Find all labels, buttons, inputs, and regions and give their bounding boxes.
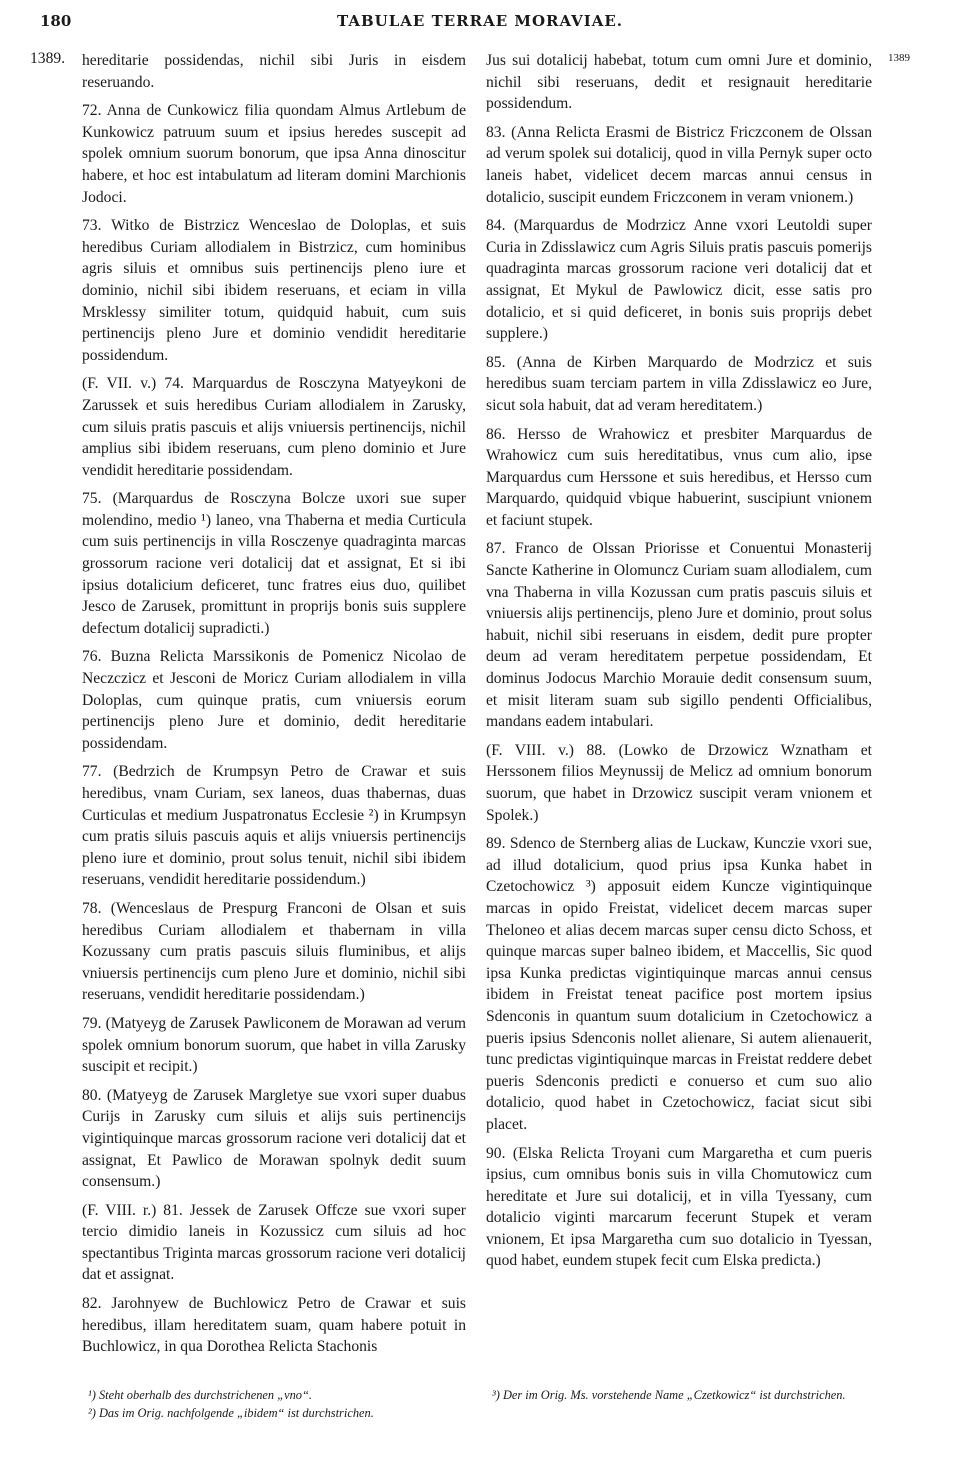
- paragraph: 89. Sdenco de Sternberg alias de Luckaw, Kunczie vxori sue, ad illud dotalicium, quod prius ipsa Kunka habet in Czetochowicz ³) apposuit eidem Kuncze vigintiquinque marcas in opido Freistat, videlicet decem marcas super Theloneo et alias decem marcas super censu dicto Schoss, et quinque marcas super balneo ibidem, et Maccellis, Sic quod ipsa Kunka predictas vigintiquinque marcas annui census ibidem in Freistat teneat pacifice post mortem ipsius Sdenconis in quantum suum dotalicium in Czetochowicz a pueris ipsius Sdenconis nollet alienare, Si autem alienauerit, tunc predictas vigintiquinque marcas in Freistat reddere debet pueris Sdenconis predicti e conuerso et cum suo alio dotalicio, quod habet in Czetochowicz, faciat sicut sibi placet.: [486, 835, 872, 1133]
- paragraph: 76. Buzna Relicta Marssikonis de Pomenicz Nicolao de Neczczicz et Jesconi de Moricz Curiam allodialem in villa Doloplas, cum quinque pratis, cum vniuersis eorum pertinencijs pleno Jure et dominio, dedit hereditarie possidendam.: [82, 648, 466, 752]
- footnotes-left: [88, 1386, 468, 1422]
- footnotes-right: [492, 1386, 882, 1404]
- paragraph: 82. Jarohnyew de Buchlowicz Petro de Crawar et suis heredibus, illam hereditatem suam, quam habere potuit in Buchlowicz, in qua Dorothea Relicta Stachonis: [82, 1295, 466, 1356]
- paragraph: hereditarie possidendas, nichil sibi Juris in eisdem reseruando.: [82, 52, 466, 91]
- running-title: TABULAE TERRAE MORAVIAE.: [336, 12, 624, 30]
- margin-year-left: 1389.: [30, 50, 66, 67]
- right-column: [486, 50, 872, 1279]
- page-number: 180: [40, 12, 72, 30]
- paragraph: 78. (Wenceslaus de Prespurg Franconi de Olsan et suis heredibus Curiam allodialem et thabernam in villa Kozussany cum pratis pascuis siluis fluminibus, et alijs vniuersis pertinencijs cum pleno Jure et dominio, nichil sibi reseruans, vendidit hereditarie possidendam.): [82, 899, 466, 1004]
- left-column: [82, 50, 466, 1365]
- paragraph: 72. Anna de Cunkowicz filia quondam Almus Artlebum de Kunkowicz patruum suum et ipsius heredes suscepit ad spolek omnium suorum bonorum, que ipsa Anna dinoscitur habere, et hoc est intabulatum ad literam domini Marchionis Jodoci.: [82, 102, 466, 206]
- page-header: [40, 12, 920, 36]
- paragraph: 83. (Anna Relicta Erasmi de Bistricz Friczconem de Olssan ad verum spolek sui dotalicij, quod in villa Pernyk super octo laneis habet, videlicet decem marcas annui census in dotalicio, suscipit eundem Friczconem in veram vnionem.): [486, 123, 872, 206]
- paragraph: 90. (Elska Relicta Troyani cum Margaretha et cum pueris ipsius, cum omnibus bonis suis in villa Chomutowicz cum hereditate et Jure sui dotalicij, et in villa Tyessany, cum dotalicio viginti marcarum fecerunt Stupek et veram vnionem, Et ipsa Margaretha cum suo dotalicio in Tyessan, quod habet, eundem stupek fecit cum Elska predicta.): [486, 1144, 872, 1270]
- paragraph: 77. (Bedrzich de Krumpsyn Petro de Crawar et suis heredibus, vnam Curiam, sex laneos, duas thabernas, duas Curticulas et medium Juspatronatus Ecclesie ²) in Krumpsyn cum pratis siluis pascuis aquis et alijs vniuersis pertinencijs pleno iure et dominio, prout solus tenuit, nichil sibi ibidem reseruans, vendidit hereditarie possidendum.): [82, 763, 466, 889]
- paragraph: 73. Witko de Bistrzicz Wenceslao de Doloplas, et suis heredibus Curiam allodialem in Bistrzicz, cum hominibus agris siluis et omnibus suis pertinencijs pleno iure et dominio, nichil sibi ibidem reseruans, et eciam in villa Mrsklessy similiter totum, quidquid habuit, cum suis pertinencijs pleno Jure et dominio vendidit hereditarie possidendum.: [82, 217, 466, 364]
- paragraph: (F. VIII. v.) 88. (Lowko de Drzowicz Wznatham et Herssonem filios Meynussij de Melicz ad omnium bonorum suorum, que habet in Drzowicz suscipit veram vnionem et Spolek.): [486, 741, 872, 824]
- paragraph: 84. (Marquardus de Modrzicz Anne vxori Leutoldi super Curia in Zdisslawicz cum Agris Siluis pratis pascuis pomerijs quadraginta marcas grossorum racione veri dotalicij dat et assignat, Et Mykul de Pawlowicz dicit, esse satis pro dotalicio, et si quid deficeret, in bonis suis proprijs debet supplere.): [486, 217, 872, 343]
- paragraph: Jus sui dotalicij habebat, totum cum omni Jure et dominio, nichil sibi reseruans, dedit et resignauit hereditarie possidendum.: [486, 52, 872, 113]
- paragraph: 87. Franco de Olssan Priorisse et Conuentui Monasterij Sancte Katherine in Olomuncz Curiam suam allodialem, cum vna Thaberna in villa Kozussan cum pratis pascuis siluis et vniuersis alijs pertinencijs, pleno Jure et dominio, prout solus habuit, nichil sibi reseruans in eisdem, dedit pure propter deum ad veram hereditatem perpetue possidendam, Et dominus Jodocus Marchio Morauie dedit consensum suum, et misit literam suam sub sigillo pendenti Officialibus, mandans eadem intabulari.: [486, 540, 872, 731]
- footnote: ¹) Steht oberhalb des durchstrichenen „vno“.: [88, 1388, 312, 1402]
- paragraph: 80. (Matyeyg de Zarusek Margletye sue vxori super duabus Curijs in Zarusky cum siluis et alijs suis pertinencijs vigintiquinque marcas grossorum racione veri dotalicij dat et assignat, Et Pawlico de Morawan spolnyk dedit suum consensum.): [82, 1086, 466, 1191]
- paragraph: 85. (Anna de Kirben Marquardo de Modrzicz et suis heredibus suam terciam partem in villa Zdisslawicz eo Jure, sicut sola habuit, dat ad veram hereditatem.): [486, 353, 872, 414]
- paragraph: 75. (Marquardus de Rosczyna Bolcze uxori sue super molendino, medio ¹) laneo, vna Thaberna et media Curticula cum suis pertinencijs in villa Rosczenye quadraginta marcas grossorum racione veri dotalicij dat et assignat, Et si ibi ipsius dotalicium deficeret, tunc fratres eius duo, quilibet Jesco de Zarusek, promittunt in proprijs bonis suis supplere defectum dotalicij supradicti.): [82, 490, 466, 637]
- paragraph: (F. VII. v.) 74. Marquardus de Rosczyna Matyeykoni de Zarussek et suis heredibus Curiam allodialem in Zarusky, cum siluis pratis pascuis et alijs vniuersis pertinencijs, nichil amplius sibi ibidem reseruans, cum pleno dominio et Jure vendidit hereditarie possidendam.: [82, 375, 466, 479]
- margin-year-right: 1389: [888, 52, 910, 64]
- footnote: ²) Das im Orig. nachfolgende „ibidem“ ist durchstrichen.: [88, 1406, 374, 1420]
- paragraph: 79. (Matyeyg de Zarusek Pawliconem de Morawan ad verum spolek omnium bonorum suorum, que habet in villa Zarusky suscipit et recipit.): [82, 1014, 466, 1076]
- paragraph: (F. VIII. r.) 81. Jessek de Zarusek Offcze sue vxori super tercio dimidio laneis in Kozussicz cum siluis ad hoc spectantibus Triginta marcas grossorum racione veri dotalicij dat et assignat.: [82, 1201, 466, 1284]
- paragraph: 86. Hersso de Wrahowicz et presbiter Marquardus de Wrahowicz cum suis hereditatibus, vnus cum alio, ipse Marquardus cum Herssone et suis heredibus, et Hersso cum Marquardo, quidquid vbique habuerint, suscipiunt vnionem et faciunt stupek.: [486, 425, 872, 529]
- footnote: ³) Der im Orig. Ms. vorstehende Name „Czetkowicz“ ist durchstrichen.: [492, 1388, 846, 1402]
